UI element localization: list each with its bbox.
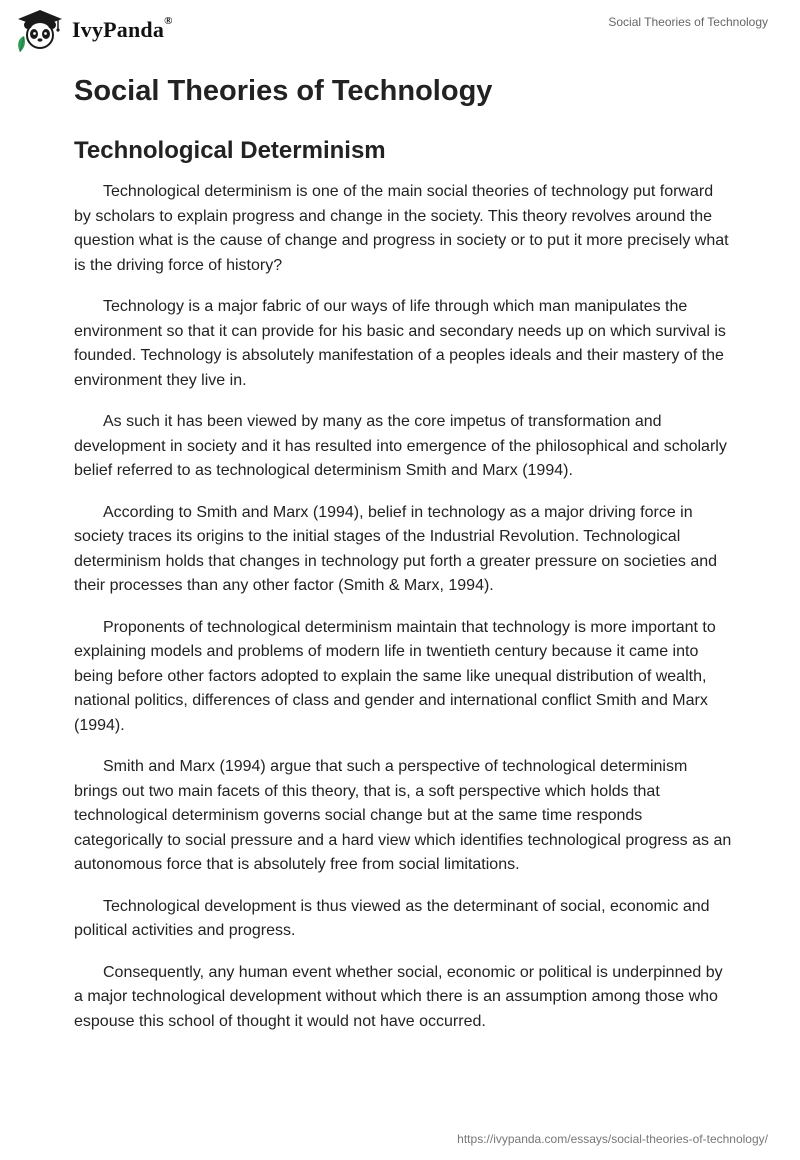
paragraph: According to Smith and Marx (1994), belief in technology as a major driving force in society traces its origins to the initial stages of the Industrial Revolution. Technological determinism holds that changes in technology put forth a greater pressure on societies and their processes than any other factor (Smith & Marx, 1994). [74,503,718,594]
source-url-link[interactable]: https://ivypanda.com/essays/social-theories-of-technology/ [457,1132,768,1146]
paragraph: Smith and Marx (1994) argue that such a perspective of technological determinism brings out two main facets of this theory, that is, a soft perspective which holds that technological determinism governs social change but at the same time responds categorically to social pressure and a hard view which identifies technological progress as an autonomous force that is absolutely free from social limitations. [74,758,732,873]
registered-mark: ® [164,15,173,27]
paragraph: Technological development is thus viewed as the determinant of social, economic and political activities and progress. [74,897,710,939]
header-document-title: Social Theories of Technology [608,15,768,29]
page-header [0,0,800,60]
brand-name [72,17,173,43]
paragraph: Proponents of technological determinism maintain that technology is more important to explaining models and problems of modern life in twentieth century because it came into being before other factors adopted to explain the same like unequal distribution of wealth, national politics, differences of class and gender and international conflict Smith and Marx (1994). [74,618,716,734]
article-body [74,72,734,1051]
ivypanda-logo[interactable] [14,8,173,52]
paragraph: As such it has been viewed by many as the core impetus of transformation and development in society and it has resulted into emergence of the philosophical and scholarly belief referred to as technological determinism Smith and Marx (1994). [74,413,727,479]
panda-graduate-logo-icon [14,8,66,52]
paragraph: Technology is a major fabric of our ways of life through which man manipulates the environment so that it can provide for his basic and secondary needs up on which survival is founded. Technology is absolutely manifestation of a peoples ideals and their mastery of the environment they live in. [74,298,726,389]
paragraph: Consequently, any human event whether social, economic or political is underpinned by a major technological development without which there is an assumption among those who espouse this school of thought it would not have occurred. [74,963,723,1030]
page-title: Social Theories of Technology [74,75,493,107]
section-heading: Technological Determinism [74,137,386,164]
brand-text: IvyPanda [72,17,165,42]
paragraph: Technological determinism is one of the main social theories of technology put forward by scholars to explain progress and change in the society. This theory revolves around the question what is the cause of change and progress in society or to put it more precisely what is the driving force of history? [74,183,729,274]
